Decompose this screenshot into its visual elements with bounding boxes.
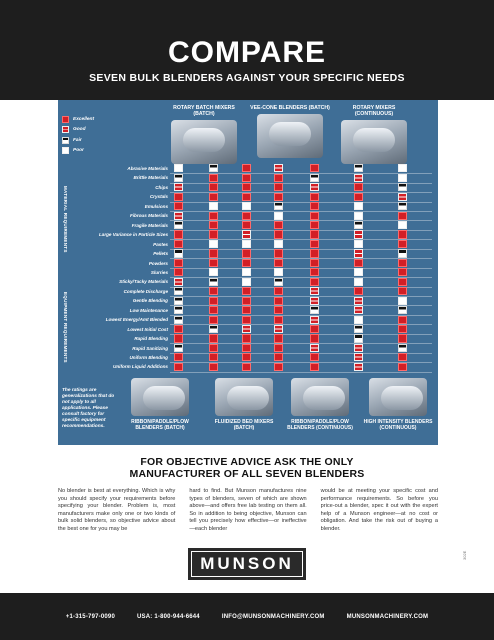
rating-cell-excellent (274, 297, 283, 305)
row-label: Fragile Materials (131, 222, 168, 228)
rating-cell-poor (398, 164, 407, 172)
rating-cell-excellent (274, 249, 283, 257)
rating-cell-fair (174, 287, 183, 295)
blender-fluidized-bed (208, 378, 280, 431)
row-label: Gentle Blending (132, 298, 168, 304)
rating-cell-excellent (174, 202, 183, 210)
rating-cell-fair (354, 334, 363, 342)
rating-cell-excellent (354, 193, 363, 201)
rating-cell-excellent (274, 316, 283, 324)
rating-cell-poor (209, 202, 218, 210)
rating-cell-excellent (274, 306, 283, 314)
footer-phone[interactable]: +1-315-797-0090 (65, 613, 116, 620)
rating-cell-excellent (209, 353, 218, 361)
rating-cell-good (354, 174, 363, 182)
row-divider (170, 372, 432, 373)
comparison-panel (58, 100, 438, 445)
blender-label: ROTARY BATCH MIXERS (BATCH) (173, 105, 235, 117)
row-label: Fibrous Materials (129, 213, 168, 219)
rating-cell-excellent (274, 363, 283, 371)
equipment-requirements-label: EQUIPMENT REQUIREMENTS (63, 292, 68, 363)
rating-cell-excellent (174, 230, 183, 238)
rating-cell-fair (398, 183, 407, 191)
rating-cell-poor (274, 268, 283, 276)
rating-cell-excellent (209, 334, 218, 342)
legend-item (62, 146, 94, 156)
rating-cell-fair (174, 221, 183, 229)
row-label: Uniform Liquid Additions (113, 364, 168, 370)
rating-cell-excellent (242, 183, 251, 191)
rating-cell-fair (274, 202, 283, 210)
rating-cell-poor (209, 268, 218, 276)
footer-website-link[interactable]: MUNSONMACHINERY.COM (346, 613, 429, 620)
rating-cell-excellent (209, 212, 218, 220)
legend-label: Excellent (73, 116, 95, 122)
legend-label: Fair (73, 137, 82, 143)
rating-cell-excellent (174, 240, 183, 248)
rating-cell-excellent (209, 193, 218, 201)
rating-cell-excellent (242, 297, 251, 305)
rating-cell-fair (209, 164, 218, 172)
rating-cell-excellent (242, 212, 251, 220)
fluidized-bed-mixer-image (215, 378, 273, 416)
rating-cell-good (310, 287, 319, 295)
rating-cell-poor (274, 212, 283, 220)
row-label: Brittle Materials (133, 175, 168, 181)
rating-cell-excellent (310, 202, 319, 210)
rating-cell-poor (398, 297, 407, 305)
rating-cell-good (310, 183, 319, 191)
rating-cell-excellent (242, 306, 251, 314)
rating-cell-excellent (274, 353, 283, 361)
rating-cell-good (354, 249, 363, 257)
rating-cell-fair (174, 174, 183, 182)
munson-logo (188, 548, 306, 580)
rating-cell-good (274, 164, 283, 172)
rating-cell-good (354, 353, 363, 361)
rating-cell-good (242, 230, 251, 238)
advice-line-1: FOR OBJECTIVE ADVICE ASK THE ONLY (140, 456, 354, 468)
blender-vee-cone (250, 105, 330, 158)
rating-cell-excellent (209, 287, 218, 295)
blender-label: FLUIDIZED BED MIXERS (BATCH) (214, 419, 274, 431)
row-label: Sticky/Tacky Materials (119, 279, 168, 285)
row-label: Uniform Blending (129, 355, 168, 360)
advice-heading (0, 456, 494, 480)
rating-cell-good (174, 278, 183, 286)
rating-cell-good (310, 344, 319, 352)
row-label: Emulsions (144, 203, 168, 209)
rotary-continuous-mixer-image (341, 120, 407, 164)
rating-cell-poor (398, 174, 407, 182)
rating-cell-excellent (354, 183, 363, 191)
rating-cell-fair (398, 306, 407, 314)
rating-cell-excellent (274, 193, 283, 201)
rating-cell-excellent (310, 268, 319, 276)
legend-item (62, 114, 94, 124)
rating-cell-fair (354, 325, 363, 333)
rating-cell-excellent (398, 230, 407, 238)
legend-item (62, 125, 94, 135)
rating-cell-excellent (398, 212, 407, 220)
row-label: Complete Discharge (123, 288, 168, 294)
rating-cell-excellent (354, 259, 363, 267)
rating-cell-excellent (398, 316, 407, 324)
legend-swatch-poor (62, 147, 69, 154)
rating-cell-poor (354, 202, 363, 210)
row-label: Low Maintenance (129, 307, 168, 313)
rating-cell-good (242, 325, 251, 333)
ribbon-continuous-blender-image (291, 378, 349, 416)
rotary-batch-mixer-image (171, 120, 237, 164)
rating-cell-excellent (209, 259, 218, 267)
advice-line-2: MANUFACTURER OF ALL SEVEN BLENDERS (129, 468, 365, 480)
row-label: Pastes (153, 241, 168, 247)
rating-cell-excellent (310, 363, 319, 371)
blender-label: ROTARY MIXERS (CONTINUOUS) (352, 105, 396, 117)
rating-cell-good (354, 344, 363, 352)
blender-label: RIBBON/PADDLE/PLOW BLENDERS (BATCH) (131, 419, 189, 431)
rating-cell-excellent (242, 174, 251, 182)
rating-cell-excellent (310, 325, 319, 333)
blender-rotary-batch (164, 105, 244, 164)
rating-cell-excellent (310, 278, 319, 286)
rating-cell-fair (310, 306, 319, 314)
ribbon-batch-blender-image (131, 378, 189, 416)
rating-cell-excellent (242, 287, 251, 295)
rating-cell-excellent (398, 334, 407, 342)
rating-cell-poor (209, 240, 218, 248)
rating-cell-excellent (209, 306, 218, 314)
rating-cell-excellent (398, 278, 407, 286)
rating-cell-excellent (242, 164, 251, 172)
rating-cell-excellent (242, 193, 251, 201)
rating-cell-excellent (242, 316, 251, 324)
rating-cell-excellent (209, 363, 218, 371)
row-label: Rapid Sanitizing (132, 345, 168, 351)
rating-cell-excellent (274, 334, 283, 342)
rating-cell-poor (354, 212, 363, 220)
rating-cell-excellent (274, 183, 283, 191)
rating-cell-good (174, 212, 183, 220)
rating-cell-excellent (209, 249, 218, 257)
blender-rotary-continuous (334, 105, 414, 164)
row-label: Chips (155, 184, 168, 190)
rating-cell-fair (174, 249, 183, 257)
page-subtitle: SEVEN BULK BLENDERS AGAINST YOUR SPECIFIC NEEDS (89, 72, 405, 84)
body-column-2: hard to find. But Munson manufactures nine types of blenders, seven of which are shown above—and offers free lab testing on them all. So in addition to being objective, Munson can tell you precisely how effective—or ineffective—each blender (189, 488, 307, 532)
rating-cell-excellent (398, 268, 407, 276)
row-label: Rapid Blending (134, 336, 168, 342)
row-label: Large Variance in Particle Sizes (98, 232, 168, 238)
rating-cell-excellent (274, 221, 283, 229)
rating-cell-excellent (174, 334, 183, 342)
rating-cell-good (310, 297, 319, 305)
footer-band (0, 593, 494, 640)
rating-cell-poor (274, 240, 283, 248)
rating-cell-excellent (209, 297, 218, 305)
blender-label: RIBBON/PADDLE/PLOW BLENDERS (CONTINUOUS) (287, 419, 353, 431)
page-title: COMPARE (167, 36, 327, 69)
rating-cell-excellent (274, 259, 283, 267)
rating-cell-excellent (398, 240, 407, 248)
rating-cell-good (354, 230, 363, 238)
rating-cell-good (310, 316, 319, 324)
rating-cell-fair (398, 202, 407, 210)
rating-cell-good (398, 193, 407, 201)
blender-high-intensity (362, 378, 434, 431)
rating-cell-excellent (174, 325, 183, 333)
rating-cell-excellent (310, 249, 319, 257)
rating-cell-good (354, 297, 363, 305)
rating-cell-excellent (274, 174, 283, 182)
rating-cell-poor (354, 240, 363, 248)
body-column-1: No blender is best at everything. Which is why you should specify your requirements before specifying your blender. Problem is, most manufacturers make only one or two kinds of bulk solid blenders, so objective advice about the best one for you may be (58, 488, 176, 532)
rating-cell-excellent (174, 268, 183, 276)
rating-cell-poor (354, 268, 363, 276)
rating-cell-excellent (398, 325, 407, 333)
rating-cell-fair (398, 249, 407, 257)
rating-cell-poor (242, 240, 251, 248)
rating-cell-excellent (242, 363, 251, 371)
rating-cell-excellent (310, 221, 319, 229)
rating-cell-fair (398, 344, 407, 352)
legend-swatch-good (62, 126, 69, 133)
rating-cell-excellent (310, 353, 319, 361)
row-label: Crystals (149, 194, 168, 200)
rating-cell-fair (209, 278, 218, 286)
rating-cell-good (354, 306, 363, 314)
rating-cell-excellent (174, 259, 183, 267)
row-label: Lowest Initial Cost (127, 326, 168, 332)
rating-cell-excellent (310, 193, 319, 201)
document-code: 302E (462, 550, 467, 560)
rating-cell-poor (354, 316, 363, 324)
body-text (58, 488, 438, 534)
legend (62, 114, 94, 156)
rating-cell-excellent (209, 230, 218, 238)
material-requirements-label: MATERIAL REQUIREMENTS (63, 186, 68, 253)
rating-cell-excellent (209, 344, 218, 352)
rating-cell-poor (354, 278, 363, 286)
rating-cell-excellent (310, 334, 319, 342)
footer-usa-phone[interactable]: USA: 1-800-944-6644 (137, 613, 200, 620)
ratings-note: The ratings are generalizations that do not apply to all applications. Please consult factory for specific equipment recommendations. (62, 388, 115, 429)
rating-cell-good (354, 363, 363, 371)
rating-cell-excellent (242, 259, 251, 267)
legend-label: Poor (73, 148, 84, 153)
rating-cell-fair (209, 325, 218, 333)
legend-label: Good (73, 127, 86, 132)
rating-cell-fair (354, 221, 363, 229)
rating-cell-fair (354, 164, 363, 172)
rating-cell-excellent (310, 230, 319, 238)
rating-cell-excellent (274, 344, 283, 352)
rating-cell-excellent (274, 230, 283, 238)
logo-text: MUNSON (191, 551, 303, 577)
rating-cell-good (174, 183, 183, 191)
row-label: Lowest Energy/Amt Blended (105, 317, 168, 323)
rating-cell-excellent (242, 249, 251, 257)
rating-cell-poor (398, 221, 407, 229)
row-label: Slurries (150, 269, 168, 275)
body-column-3: would be at meeting your specific cost and performance requirements. So before you price-out a blender, spec it out with the expert help of a Munson engineer—at no cost or obligation. And take the risk out of buying a blender. (320, 488, 438, 532)
rating-cell-fair (310, 174, 319, 182)
rating-cell-fair (274, 278, 283, 286)
rating-cell-excellent (398, 287, 407, 295)
rating-cell-fair (174, 297, 183, 305)
rating-cell-excellent (174, 363, 183, 371)
legend-item (62, 135, 94, 145)
footer-email-link[interactable]: INFO@MUNSONMACHINERY.COM (221, 613, 325, 620)
legend-swatch-fair (62, 137, 69, 144)
rating-cell-excellent (274, 287, 283, 295)
header-band (0, 0, 494, 100)
rating-cell-fair (174, 316, 183, 324)
rating-cell-excellent (209, 174, 218, 182)
high-intensity-blender-image (369, 378, 427, 416)
blender-label: HIGH INTENSITY BLENDERS (CONTINUOUS) (363, 419, 433, 431)
rating-cell-excellent (398, 353, 407, 361)
rating-cell-excellent (310, 259, 319, 267)
blender-ribbon-continuous (284, 378, 356, 431)
vee-cone-blender-image (257, 114, 323, 158)
rating-cell-excellent (398, 363, 407, 371)
row-label: Powders (148, 260, 168, 266)
rating-cell-excellent (242, 221, 251, 229)
rating-cell-fair (174, 306, 183, 314)
row-label: Abrasive Materials (127, 166, 168, 171)
rating-cell-poor (174, 164, 183, 172)
rating-cell-excellent (354, 287, 363, 295)
rating-cell-excellent (174, 193, 183, 201)
blender-label: VEE-CONE BLENDERS (BATCH) (250, 105, 330, 111)
rating-cell-excellent (209, 183, 218, 191)
rating-cell-excellent (310, 164, 319, 172)
rating-cell-excellent (310, 212, 319, 220)
rating-cell-excellent (310, 240, 319, 248)
rating-cell-fair (174, 344, 183, 352)
rating-cell-poor (242, 268, 251, 276)
row-label: Pellets (153, 251, 168, 257)
rating-cell-excellent (242, 353, 251, 361)
blender-ribbon-batch (124, 378, 196, 431)
rating-cell-poor (242, 202, 251, 210)
legend-swatch-excellent (62, 116, 69, 123)
rating-cell-excellent (242, 334, 251, 342)
rating-cell-excellent (242, 344, 251, 352)
rating-cell-excellent (398, 259, 407, 267)
rating-cell-good (274, 325, 283, 333)
rating-cell-poor (242, 278, 251, 286)
rating-cell-excellent (174, 353, 183, 361)
rating-cell-excellent (209, 221, 218, 229)
rating-cell-excellent (209, 316, 218, 324)
